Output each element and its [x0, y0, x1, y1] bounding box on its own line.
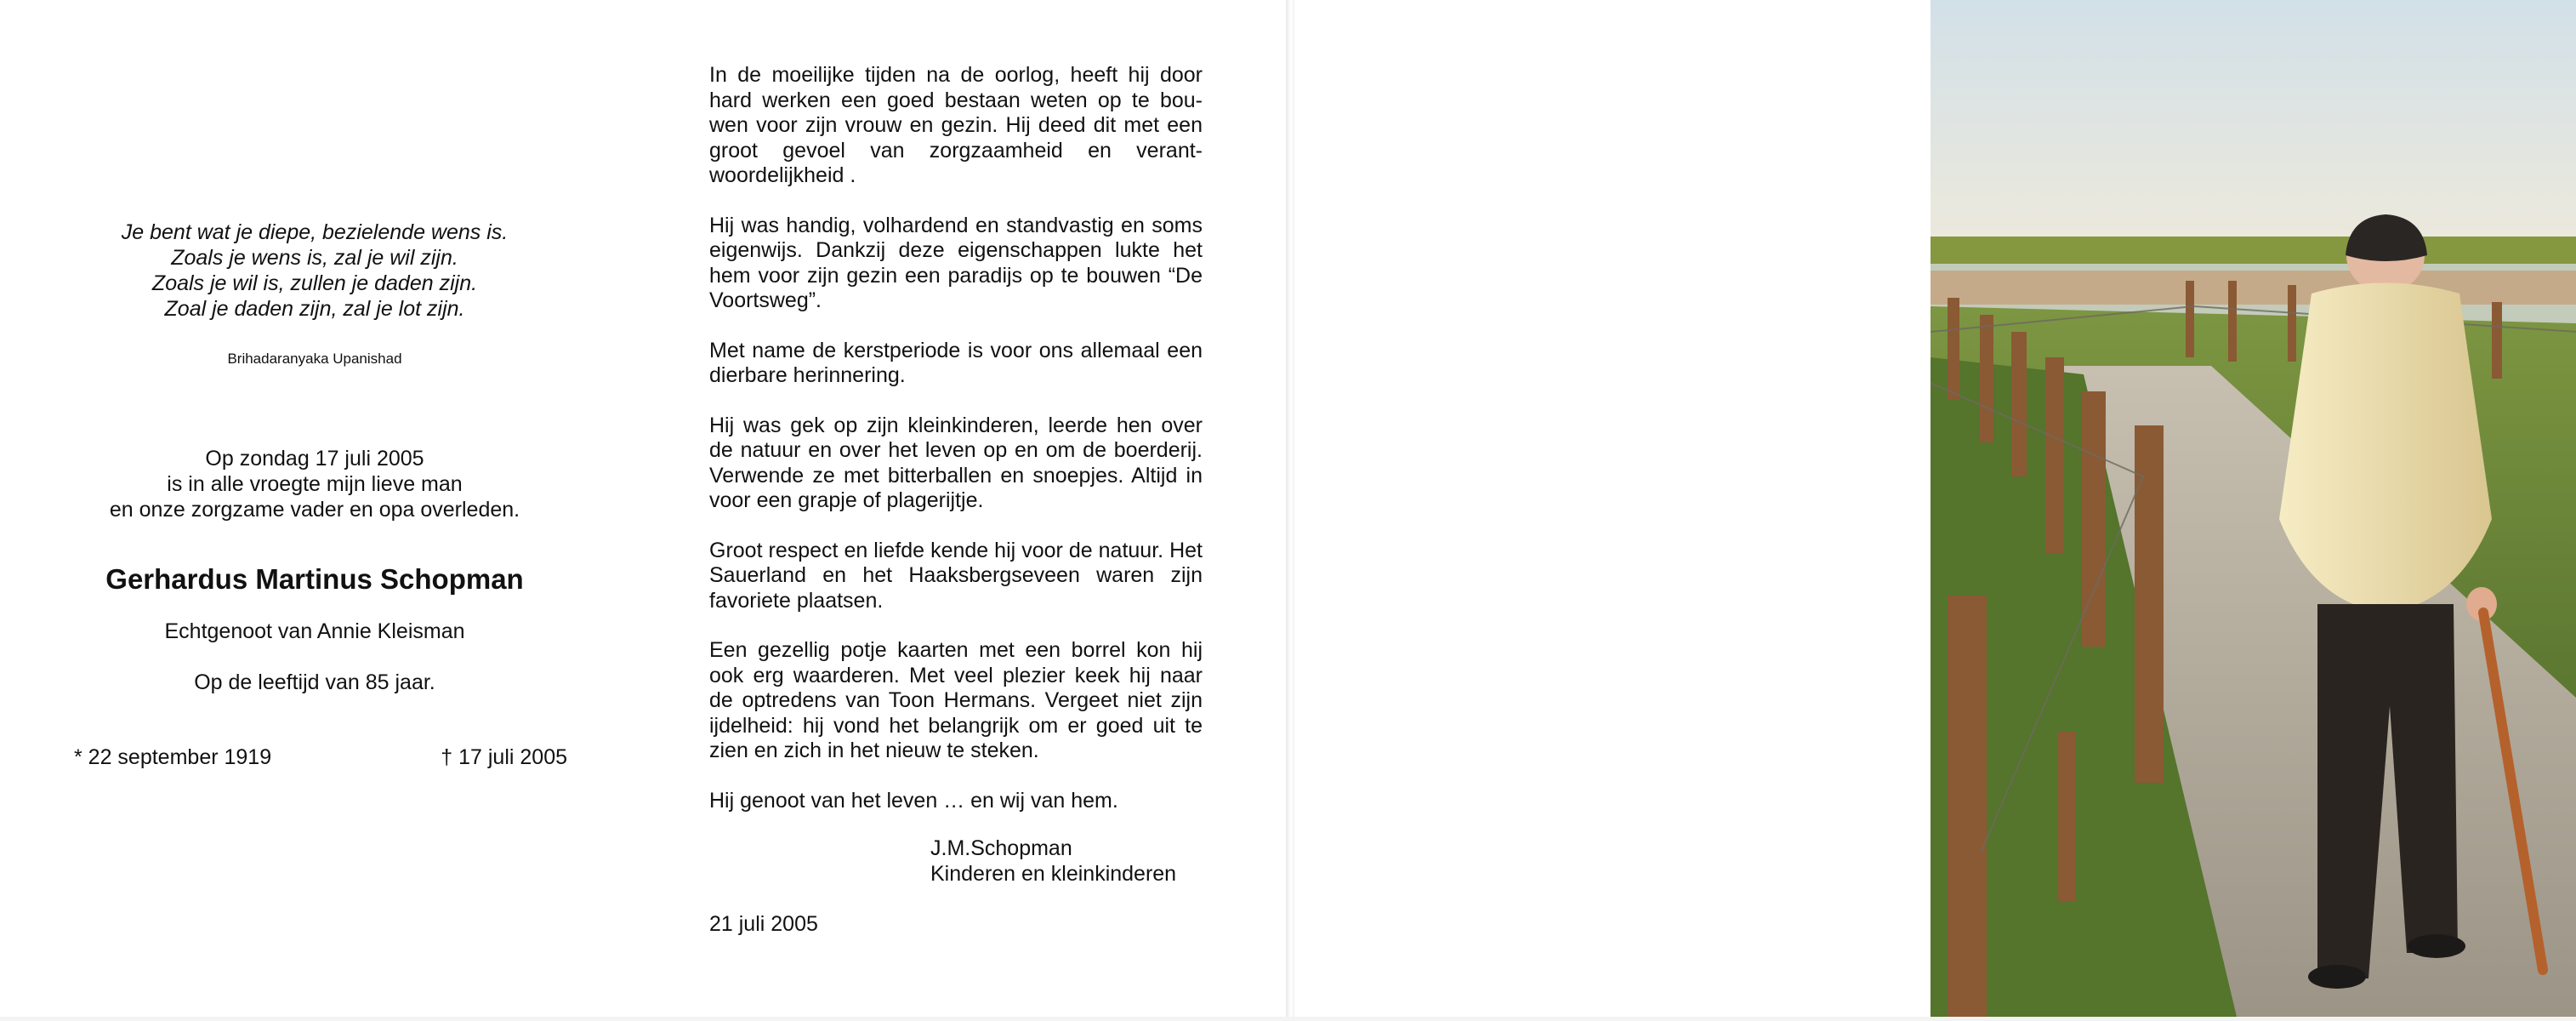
- tribute-paragraph: Met name de kerstperiode is voor ons allemaal een dierbare herinnering.: [709, 338, 1203, 387]
- man-shoe: [2408, 934, 2465, 958]
- photo-horizon-field: [1931, 237, 2576, 265]
- birth-date: * 22 september 1919: [74, 745, 272, 769]
- photo-illustration: [1931, 0, 2576, 1017]
- signature-line: J.M.Schopman: [930, 836, 1072, 860]
- man-jacket: [2279, 283, 2492, 613]
- tribute-paragraph: Groot respect en liefde kende hij voor de natuur. Het Sauerland en het Haaksbergseveen waren zijn favoriete plaatsen.: [709, 538, 1203, 613]
- fence-post: [2288, 285, 2296, 362]
- announcement-line: Op zondag 17 juli 2005: [205, 447, 424, 471]
- fence-post: [1980, 315, 1993, 442]
- deceased-name: Gerhardus Martinus Schopman: [105, 563, 524, 595]
- fence-post: [2011, 332, 2027, 476]
- signature-line: Kinderen en kleinkinderen: [930, 861, 1177, 886]
- fence-post: [2492, 302, 2502, 379]
- tribute-paragraph: Hij was handig, volhardend en standvastig en soms eigenwijs. Dankzij deze eigenschappen lukte het hem voor zijn gezin een paradijs op te bouwen “De Voortsweg”.: [709, 213, 1203, 312]
- photo-reeds: [1931, 271, 2576, 305]
- fence-post: [2135, 425, 2164, 783]
- signature: [930, 836, 1203, 887]
- announcement-line: is in alle vroegte mijn lieve man: [167, 472, 463, 496]
- poem-line: Je bent wat je diepe, bezielende wens is.: [121, 220, 509, 244]
- card-date: 21 juli 2005: [709, 912, 818, 936]
- card-fold: [1286, 0, 1294, 1017]
- fence-post: [2228, 281, 2237, 362]
- poem-line: Zoals je wil is, zullen je daden zijn.: [151, 271, 478, 295]
- spouse-line: Echtgenoot van Annie Kleisman: [164, 619, 465, 643]
- photo-sky: [1931, 0, 2576, 242]
- announcement-line: en onze zorgzame vader en opa overleden.: [109, 498, 520, 522]
- tribute-paragraph: Hij was gek op zijn kleinkinderen, leerde hen over de natuur en over het leven op en om de boerderij. Verwende ze met bitterballen en snoepjes. Altijd in voor een grapje of plagerijtje.: [709, 413, 1203, 512]
- announcement-panel: [51, 0, 578, 1017]
- memorial-photo: [1931, 0, 2576, 1017]
- poem-source: Brihadaranyaka Upanishad: [227, 351, 402, 367]
- tribute-panel: [709, 63, 1203, 938]
- tribute-closing: Hij genoot van het leven … en wij van hem.: [709, 788, 1118, 813]
- tribute-paragraph: In de moeilijke tijden na de oorlog, heeft hij door hard werken een goed bestaan weten op te bou-wen voor zijn vrouw en gezin. Hij deed dit met een groot gevoel van zorgzaamheid en verant-woordelijkheid .: [709, 63, 1203, 187]
- tribute-paragraph: Een gezellig potje kaarten met een borrel kon hij ook erg waarderen. Met veel plezier keek hij naar de optredens van Toon Hermans. Vergeet niet zijn ijdelheid: hij vond het belangrijk om er goed uit te zien en zich in het nieuw te steken.: [709, 638, 1203, 762]
- poem-line: Zoals je wens is, zal je wil zijn.: [171, 246, 458, 270]
- fence-post: [2045, 357, 2064, 553]
- poem: [51, 220, 578, 322]
- poem-line: Zoal je daden zijn, zal je lot zijn.: [164, 297, 465, 321]
- fence-post: [2058, 732, 2075, 902]
- death-announcement: [51, 446, 578, 522]
- age-line: Op de leeftijd van 85 jaar.: [194, 670, 435, 694]
- death-date: † 17 juli 2005: [441, 745, 567, 769]
- man-shoe: [2308, 965, 2366, 989]
- fence-post: [2186, 281, 2194, 357]
- fence-post: [1948, 596, 1987, 1017]
- fence-post: [1948, 298, 1959, 400]
